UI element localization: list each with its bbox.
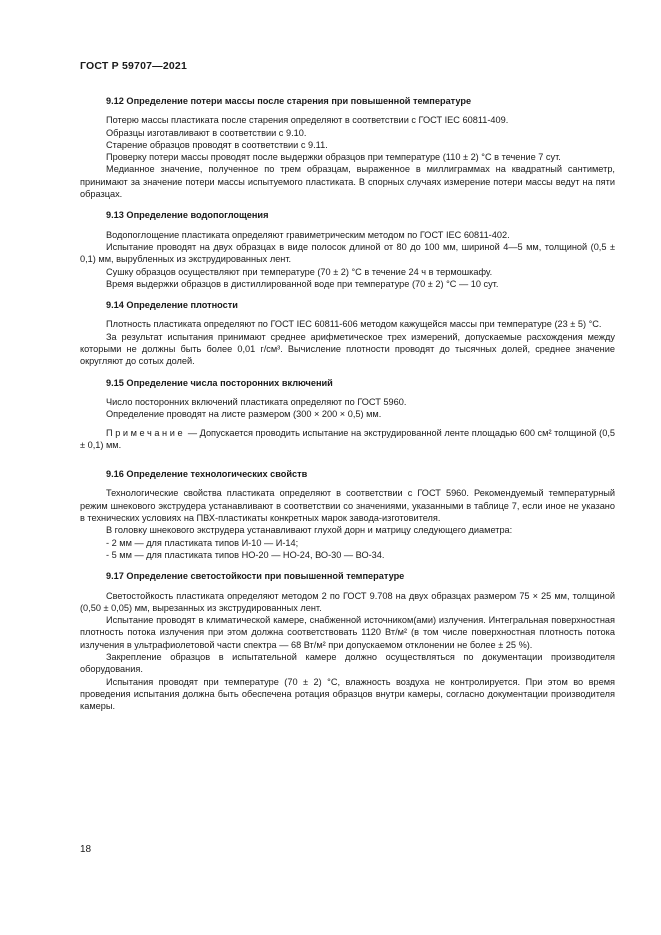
list-item: - 2 мм — для пластиката типов И-10 — И-14; <box>106 537 299 548</box>
paragraph: Испытания проводят при температуре (70 ± 2) °С, влажность воздуха не контролируется. При этом во время проведения испытания должна быть обеспечена ротация образцов внутри камеры, согласно документации производителя камеры. <box>80 676 615 712</box>
section-title: 9.15 Определение числа посторонних включений <box>106 377 333 388</box>
paragraph: Определение проводят на листе размером (300 × 200 × 0,5) мм. <box>106 409 382 420</box>
page-number: 18 <box>80 844 92 855</box>
paragraph: Образцы изготавливают в соответствии с 9.10. <box>106 127 307 138</box>
section-title: 9.16 Определение технологических свойств <box>106 469 308 480</box>
list-item: - 5 мм — для пластиката типов НО-20 — НО-24, ВО-30 — ВО-34. <box>106 549 385 560</box>
paragraph: Старение образцов проводят в соответствии с 9.11. <box>106 139 328 150</box>
paragraph: За результат испытания принимают среднее арифметическое трех измерений, допускаемые расхождения между которыми не должны быть более 0,01 г/см³. Вычисление плотности проводят до тысячных долей, среднее значение округляют до сотых долей. <box>80 331 615 367</box>
section-9-14 <box>80 299 615 367</box>
document-header: ГОСТ Р 59707—2021 <box>80 60 188 72</box>
document-body <box>80 95 615 721</box>
section-9-13 <box>80 209 615 290</box>
section-title: 9.12 Определение потери массы после старения при повышенной температуре <box>106 96 472 106</box>
paragraph: Технологические свойства пластиката определяют в соответствии с ГОСТ 5960. Рекомендуемый температурный режим шнекового экструдера устанавливают в соответствии со значениями, указанными в таблице 7, если иное не указано в технических условиях на ПВХ-пластикаты конкретных марок завода-изготовителя. <box>80 488 615 524</box>
note-text: — Допускается проводить испытание на экструдированной ленте площадью 600 см² толщиной (0,5 ± 0,1) мм. <box>80 427 615 450</box>
section-title: 9.13 Определение водопоглощения <box>106 210 269 221</box>
note <box>80 427 615 452</box>
paragraph: Закрепление образцов в испытательной камере должно осуществляться по документации производителя оборудования. <box>80 651 615 675</box>
section-title: 9.17 Определение светостойкости при повышенной температуре <box>106 571 405 582</box>
paragraph: Потерю массы пластиката после старения определяют в соответствии с ГОСТ IEC 60811-409. <box>106 115 509 126</box>
paragraph: Сушку образцов осуществляют при температуре (70 ± 2) °С в течение 24 ч в термошкафу. <box>106 266 493 277</box>
paragraph: В головку шнекового экструдера устанавливают глухой дорн и матрицу следующего диаметра: <box>106 525 513 536</box>
section-title: 9.14 Определение плотности <box>106 300 238 311</box>
paragraph: Время выдержки образцов в дистиллированной воде при температуре (70 ± 2) °С — 10 сут. <box>106 278 499 289</box>
paragraph: Водопоглощение пластиката определяют гравиметрическим методом по ГОСТ IEC 60811-402. <box>106 229 510 240</box>
section-9-17 <box>80 570 615 712</box>
paragraph: Число посторонних включений пластиката определяют по ГОСТ 5960. <box>106 396 407 407</box>
paragraph: Медианное значение, полученное по трем образцам, выраженное в миллиграммах на квадратный сантиметр, принимают за значение потери массы испытуемого пластиката. В спорных случаях измерение потери массы ведут на пяти образцах. <box>80 164 615 200</box>
paragraph: Плотность пластиката определяют по ГОСТ IEC 60811-606 методом кажущейся массы при температуре (23 ± 5) °С. <box>106 319 602 330</box>
section-9-15 <box>80 377 615 451</box>
section-9-12 <box>80 95 615 200</box>
paragraph: Испытание проводят на двух образцах в виде полосок длиной от 80 до 100 мм, шириной 4—5 мм, толщиной (0,5 ± 0,1) мм, вырубленных из экструдированных лент. <box>80 241 615 265</box>
paragraph: Светостойкость пластиката определяют методом 2 по ГОСТ 9.708 на двух образцах размером 75 × 25 мм, толщиной (0,50 ± 0,05) мм, вырезанных из экструдированных лент. <box>80 590 615 613</box>
section-9-16 <box>80 468 615 561</box>
paragraph: Проверку потери массы проводят после выдержки образцов при температуре (110 ± 2) °С в течение 7 сут. <box>106 152 561 163</box>
paragraph: Испытание проводят в климатической камере, снабженной источником(ами) излучения. Интегральная поверхностная плотность потока излучения при этом должна соответствовать 1120 Вт/м² (в том числе поверхностная плотность потока излучения в ультрафиолетовой части спектра — 68 Вт/м² при допускаемом отклонении не более ± 25 %). <box>80 615 615 650</box>
note-label: Примечание <box>106 427 186 438</box>
